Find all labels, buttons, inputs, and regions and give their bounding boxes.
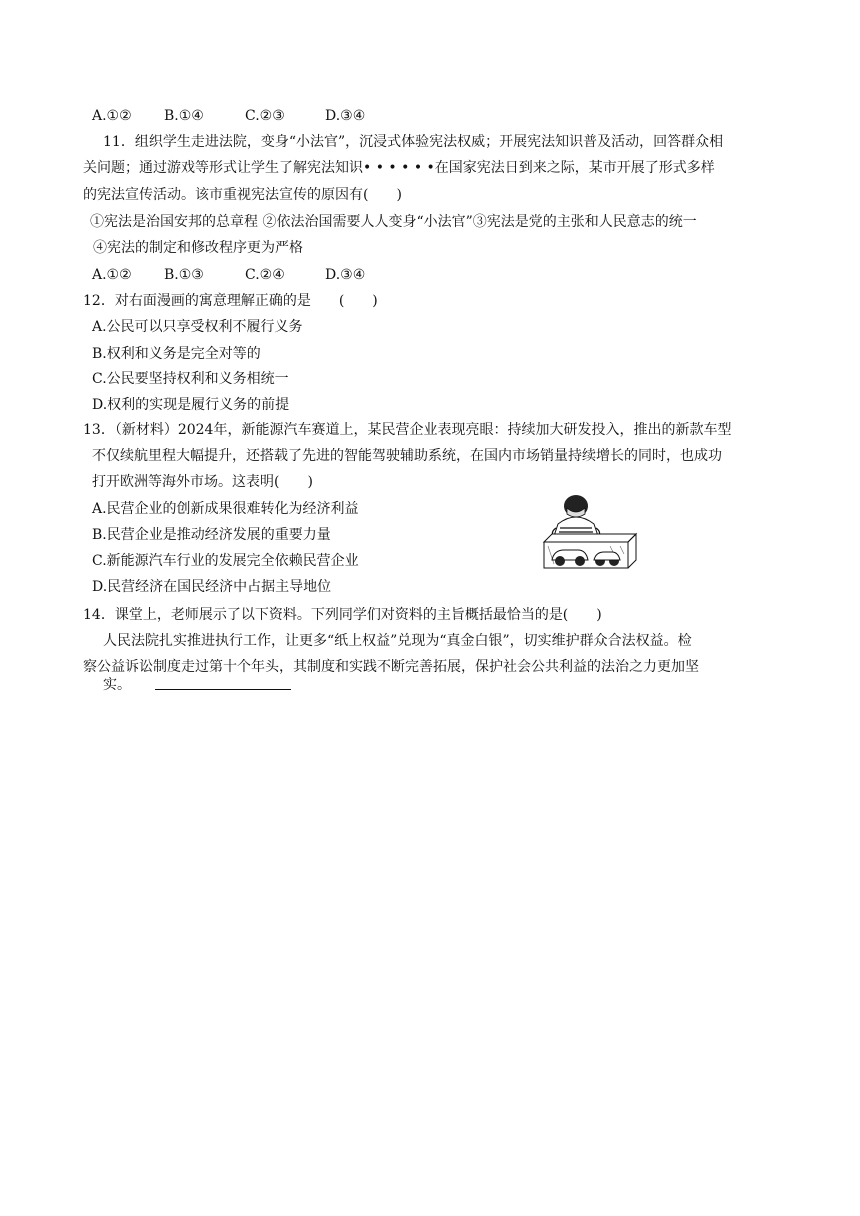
q13-option-a: A.民营企业的创新成果很难转化为经济利益 [92, 501, 359, 517]
q11-option-d: D.③④ [325, 267, 366, 283]
q14-answer-blank[interactable] [155, 689, 291, 690]
q13-stem-line2: 不仅续航里程大幅提升，还搭载了先进的智能驾驶辅助系统，在国内市场销量持续增长的同时，也成功 [92, 448, 722, 464]
cartoon-toy-car [552, 550, 620, 566]
q13-option-d: D.民营经济在国民经济中占据主导地位 [92, 579, 332, 595]
cartoon-illustration [540, 494, 640, 574]
q12-option-d: D.权利的实现是履行义务的前提 [92, 397, 290, 413]
q13-stem-line1: 13．（新材料）2024年，新能源汽车赛道上，某民营企业表现亮眼：持续加大研发投入，推出的新款车型 [83, 422, 732, 438]
q12-option-b: B.权利和义务是完全对等的 [92, 346, 261, 362]
q12-option-c: C.公民要坚持权利和义务相统一 [92, 371, 289, 387]
q11-statements-line1: ①宪法是治国安邦的总章程 ②依法治国需要人人变身“小法官”③宪法是党的主张和人民意志的统一 [90, 214, 697, 230]
q14-stem: 14．课堂上，老师展示了以下资料。下列同学们对资料的主旨概括最恰当的是( ) [83, 607, 602, 623]
q10-option-c: C.②③ [245, 108, 285, 124]
q13-option-c: C.新能源汽车行业的发展完全依赖民营企业 [92, 553, 359, 569]
q11-stem-line2: 关问题；通过游戏等形式让学生了解宪法知识• • • • • •在国家宪法日到来之际，某市开展了形式多样 [83, 160, 715, 176]
q11-option-c: C.②④ [245, 267, 285, 283]
q11-statements-line2: ④宪法的制定和修改程序更为严格 [93, 240, 303, 256]
q11-option-b: B.①③ [164, 267, 204, 283]
q12-option-a: A.公民可以只享受权利不履行义务 [92, 319, 303, 335]
q11-stem-line3: 的宪法宣传活动。该市重视宪法宣传的原因有( ) [83, 187, 402, 203]
q12-stem: 12．对右面漫画的寓意理解正确的是 ( ) [83, 293, 378, 309]
q11-option-a: A.①② [92, 267, 132, 283]
q14-material-line3: 实。 [103, 677, 131, 693]
q13-option-b: B.民营企业是推动经济发展的重要力量 [92, 527, 331, 543]
q14-material-line2: 察公益诉讼制度走过第十个年头，其制度和实践不断完善拓展，保护社会公共利益的法治之力更加坚 [83, 659, 699, 675]
q10-option-a: A.①② [92, 108, 132, 124]
q10-options [92, 107, 365, 125]
q10-option-d: D.③④ [325, 108, 366, 124]
q11-stem-line1: 11．组织学生走进法院，变身“小法官”，沉浸式体验宪法权威；开展宪法知识普及活动，回答群众相 [103, 134, 724, 150]
q11-options [92, 266, 365, 284]
q10-option-b: B.①④ [164, 108, 204, 124]
q14-material-line1: 人民法院扎实推进执行工作，让更多“纸上权益”兑现为“真金白银”，切实维护群众合法权益。检 [103, 633, 692, 649]
q13-stem-line3: 打开欧洲等海外市场。这表明( ) [92, 474, 313, 490]
